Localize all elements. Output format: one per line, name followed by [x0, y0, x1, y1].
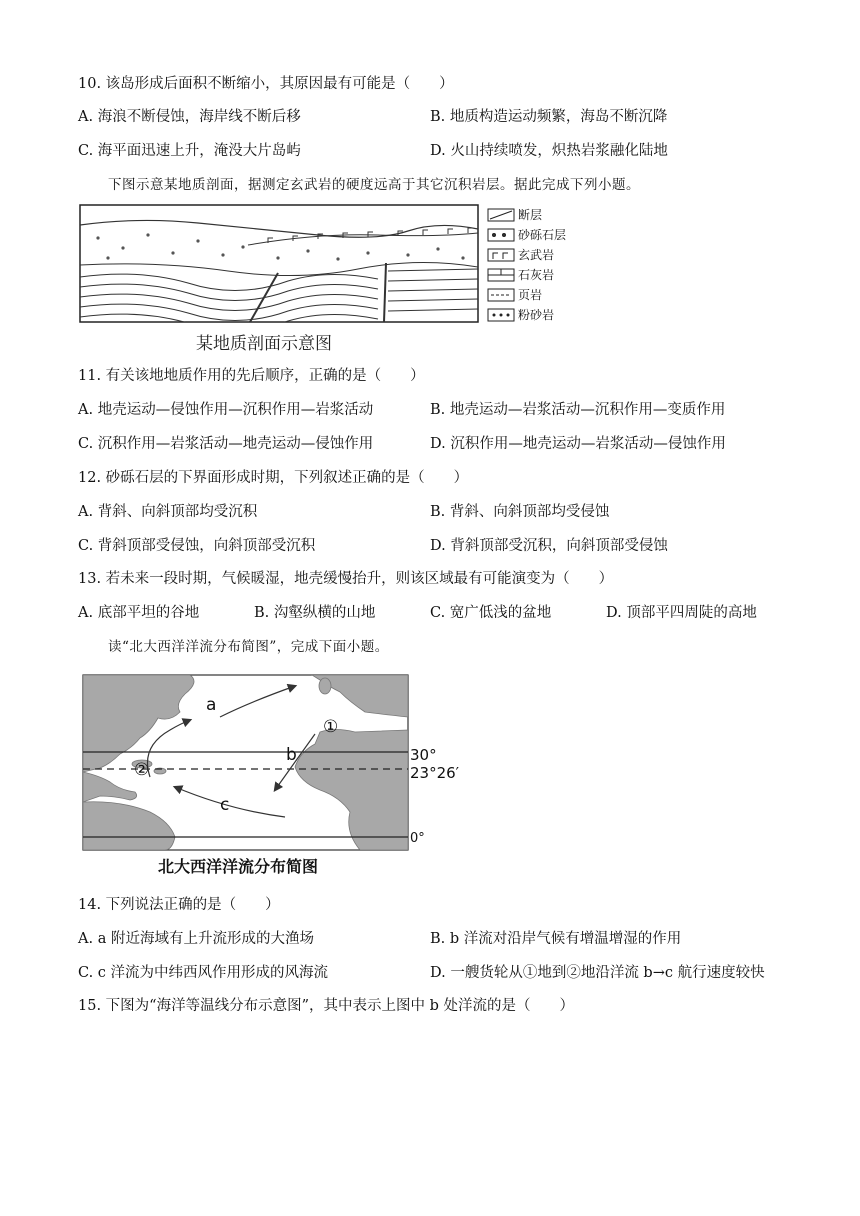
latitude-30-label: 30°: [410, 746, 437, 764]
question-13-option-d[interactable]: D. 顶部平四周陡的高地: [606, 605, 757, 621]
current-label-a: a: [206, 695, 217, 715]
question-10-option-c[interactable]: C. 海平面迅速上升，淹没大片岛屿: [78, 143, 301, 159]
question-14-option-c[interactable]: C. c 洋流为中纬西风作用形成的风海流: [78, 965, 329, 981]
current-label-b: b: [286, 745, 297, 765]
legend-basalt: 玄武岩: [518, 248, 555, 262]
question-13-stem: 13. 若未来一段时期，气候暖湿，地壳缓慢抬升，则该区域最有可能演变为（ ）: [78, 571, 614, 587]
latitude-equator-label: 0°: [410, 831, 425, 846]
question-11-option-a[interactable]: A. 地壳运动—侵蚀作用—沉积作用—岩浆活动: [78, 402, 374, 418]
geology-figure: [78, 203, 598, 355]
question-11-stem: 11. 有关该地地质作用的先后顺序，正确的是（ ）: [78, 368, 425, 384]
legend-gravel: 砂砾石层: [518, 228, 567, 242]
legend-shale: 页岩: [518, 288, 543, 302]
intro-geology: 下图示意某地质剖面，据测定玄武岩的硬度远高于其它沉积岩层。据此完成下列小题。: [108, 177, 640, 193]
intro-currents: 读“北大西洋洋流分布简图”，完成下面小题。: [108, 639, 389, 655]
currents-caption: 北大西洋洋流分布简图: [158, 857, 319, 876]
question-12-option-a[interactable]: A. 背斜、向斜顶部均受沉积: [78, 504, 258, 520]
question-12-option-d[interactable]: D. 背斜顶部受沉积，向斜顶部受侵蚀: [430, 538, 668, 554]
geology-legend: [488, 209, 514, 321]
latitude-tropic-label: 23°26′: [410, 764, 460, 782]
question-12-option-c[interactable]: C. 背斜顶部受侵蚀，向斜顶部受沉积: [78, 538, 316, 554]
question-14-option-a[interactable]: A. a 附近海域有上升流形成的大渔场: [78, 931, 314, 947]
question-10-option-d[interactable]: D. 火山持续喷发，炽热岩浆融化陆地: [430, 143, 668, 159]
question-10-option-a[interactable]: A. 海浪不断侵蚀，海岸线不断后移: [78, 109, 301, 125]
question-15-stem: 15. 下图为“海洋等温线分布示意图”，其中表示上图中 b 处洋流的是（ ）: [78, 998, 574, 1014]
question-11-option-d[interactable]: D. 沉积作用—地壳运动—岩浆活动—侵蚀作用: [430, 436, 726, 452]
legend-limestone: 石灰岩: [518, 268, 555, 282]
question-10-stem: 10. 该岛形成后面积不断缩小，其原因最有可能是（ ）: [78, 76, 454, 92]
legend-fault: 断层: [518, 208, 543, 222]
place-marker-1: ①: [323, 717, 339, 737]
current-label-c: c: [220, 795, 230, 815]
place-marker-2: ②: [134, 760, 150, 780]
geology-section-diagram: [78, 203, 598, 355]
question-14-option-d[interactable]: D. 一艘货轮从①地到②地沿洋流 b→c 航行速度较快: [430, 965, 765, 981]
question-11-option-b[interactable]: B. 地壳运动—岩浆活动—沉积作用—变质作用: [430, 402, 726, 418]
geology-caption: 某地质剖面示意图: [196, 334, 332, 354]
question-10-option-b[interactable]: B. 地质构造运动频繁，海岛不断沉降: [430, 109, 668, 125]
question-14-option-b[interactable]: B. b 洋流对沿岸气候有增温增湿的作用: [430, 931, 682, 947]
question-12-stem: 12. 砂砾石层的下界面形成时期，下列叙述正确的是（ ）: [78, 470, 469, 486]
currents-map: [80, 672, 480, 878]
question-13-option-a[interactable]: A. 底部平坦的谷地: [78, 605, 200, 621]
question-13-option-b[interactable]: B. 沟壑纵横的山地: [254, 605, 376, 621]
currents-figure: [80, 672, 480, 878]
question-12-option-b[interactable]: B. 背斜、向斜顶部均受侵蚀: [430, 504, 610, 520]
question-11-option-c[interactable]: C. 沉积作用—岩浆活动—地壳运动—侵蚀作用: [78, 436, 374, 452]
legend-siltstone: 粉砂岩: [518, 308, 555, 322]
question-13-option-c[interactable]: C. 宽广低浅的盆地: [430, 605, 552, 621]
question-14-stem: 14. 下列说法正确的是（ ）: [78, 897, 280, 913]
